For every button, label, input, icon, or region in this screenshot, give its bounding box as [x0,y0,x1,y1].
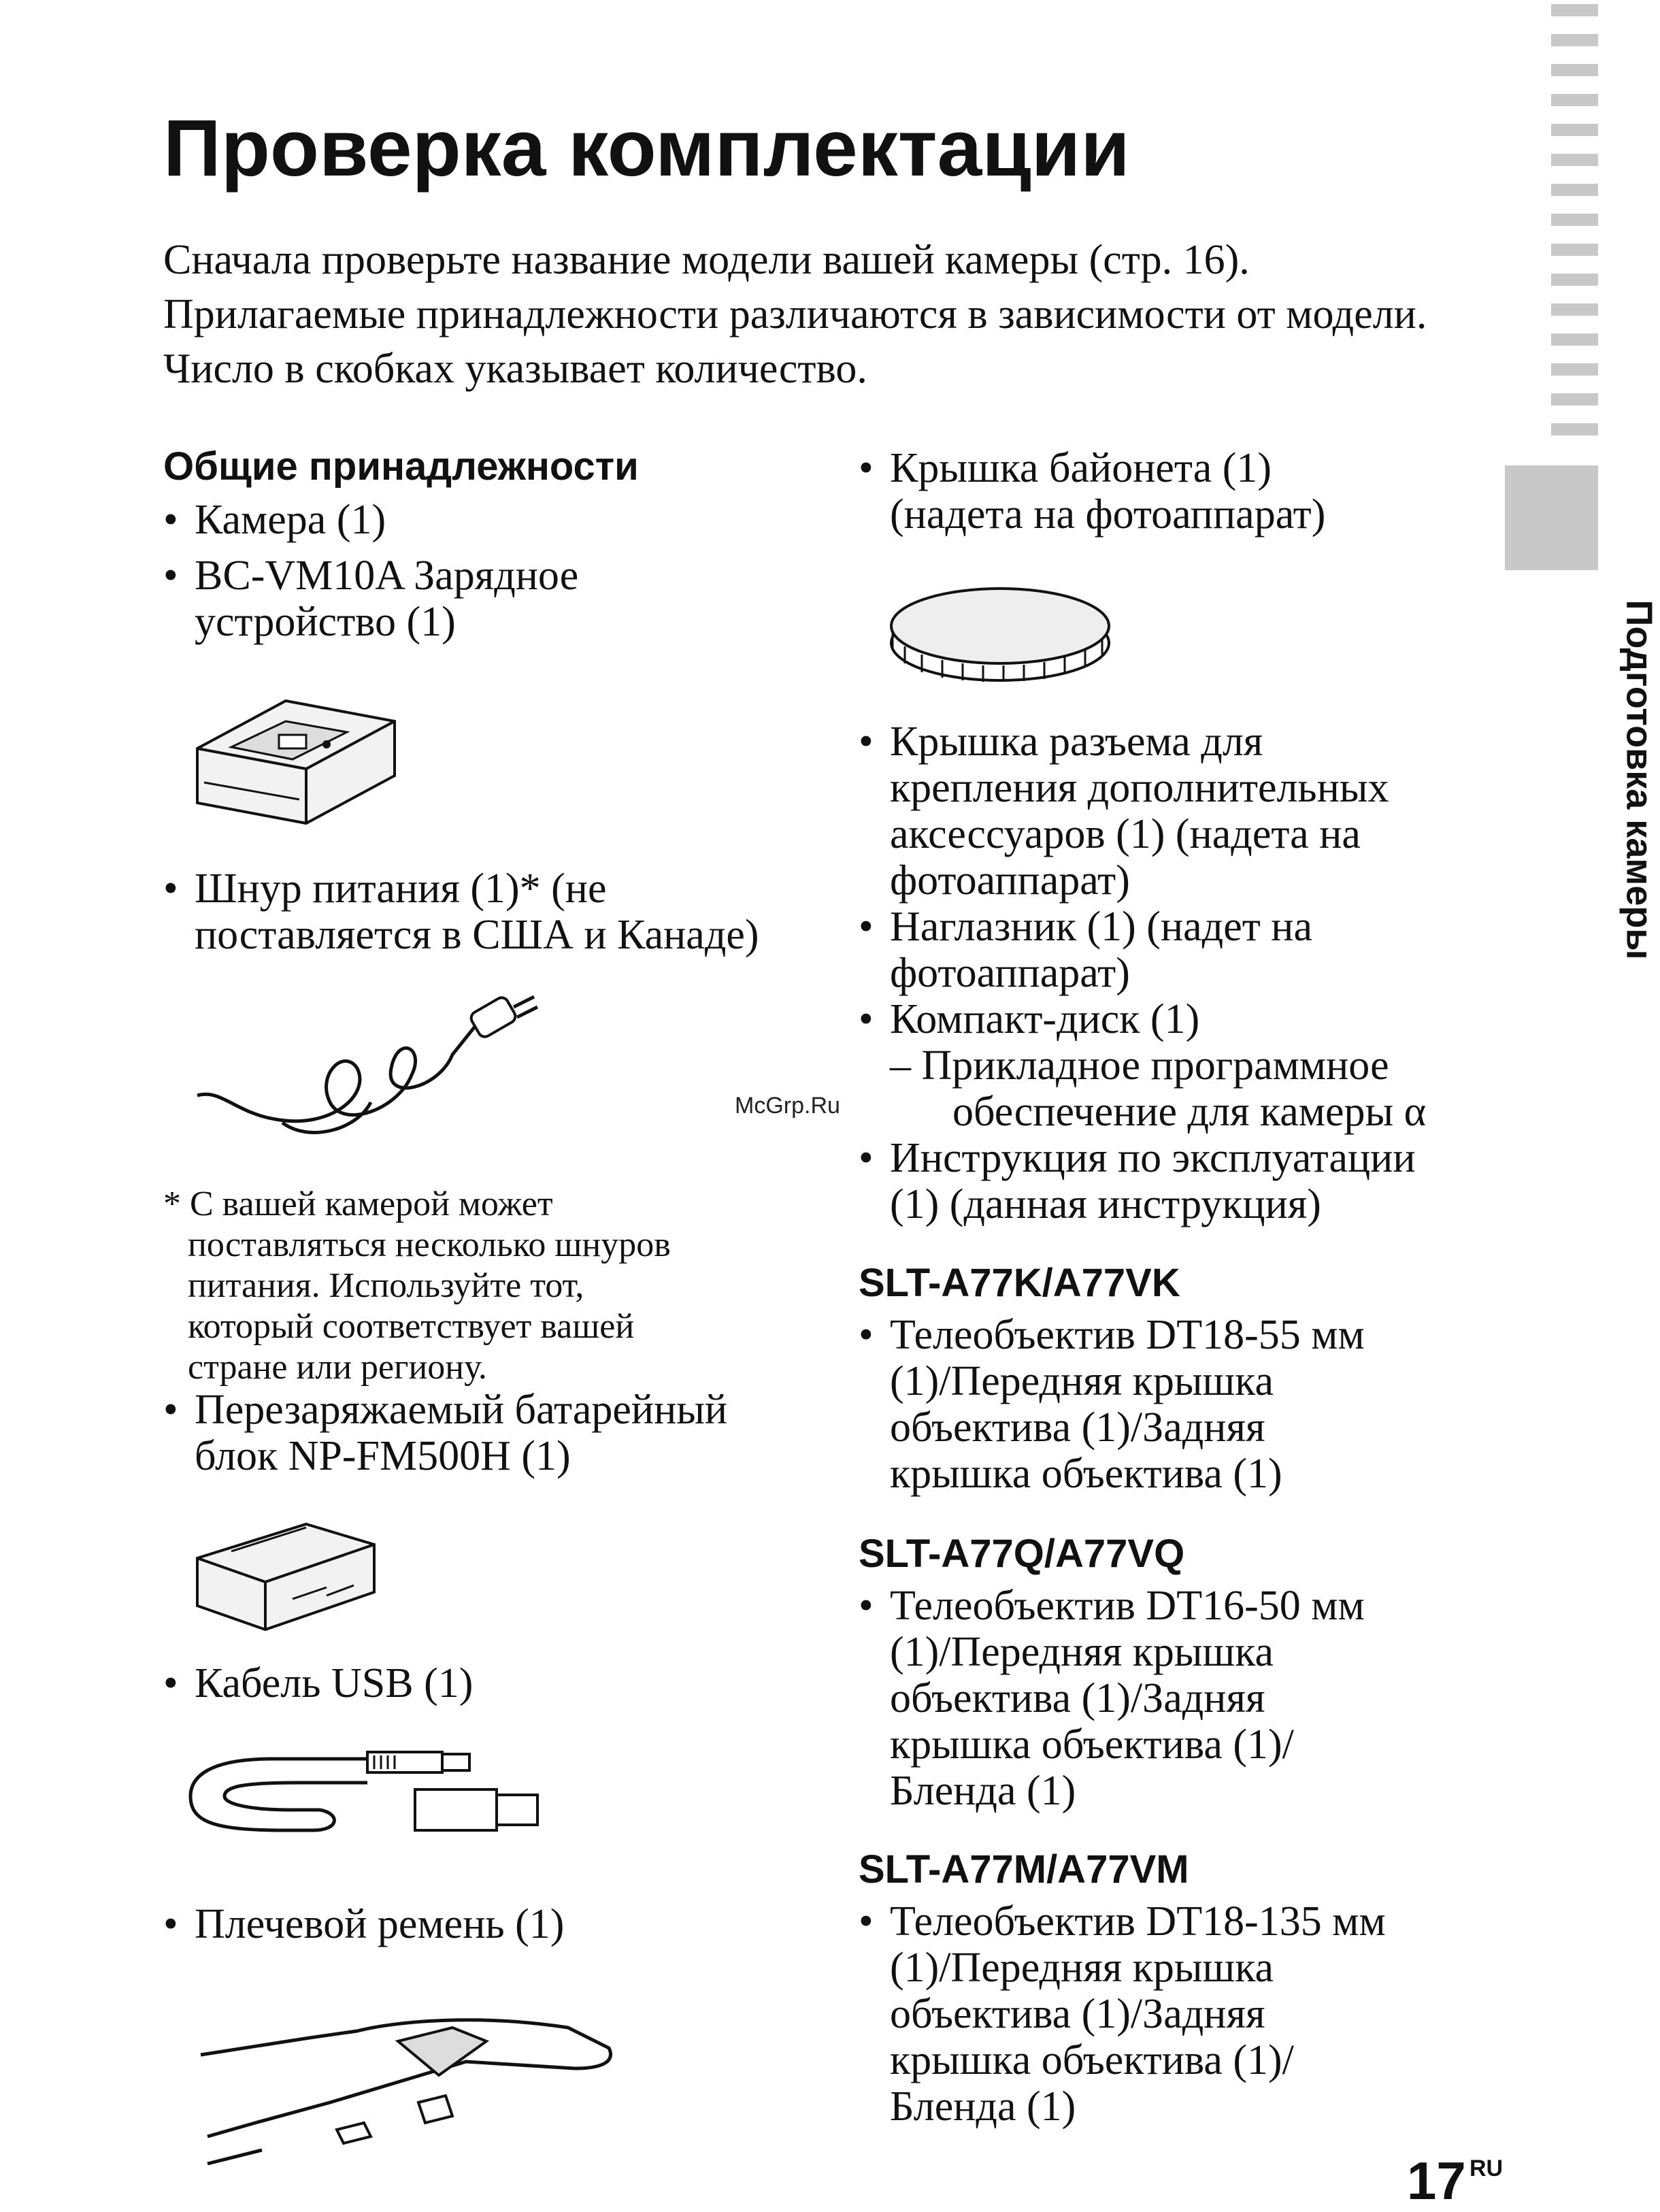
list-item-camera: • Камера (1) [163,497,386,543]
list-item-battery: • Перезаряжаемый батарейный блок NP-FM500H (1) [163,1387,728,1479]
body-cap-illustration [884,578,1116,687]
list-item-cd: • Компакт-диск (1) [859,996,1200,1042]
intro-line: Прилагаемые принадлежности различаются в зависимости от модели. [163,291,1427,337]
section-tab-marker [1505,465,1598,570]
list-item-usb: • Кабель USB (1) [163,1660,474,1706]
strap-illustration [194,2000,643,2184]
page-language-code: RU [1470,2156,1504,2181]
stripe [1551,124,1598,136]
list-item-strap: • Плечевой ремень (1) [163,1901,565,1947]
page-number: 17 [1407,2151,1466,2211]
kit-contents-a77k: • Телеобъектив DT18-55 мм (1)/Передняя крышка объектива (1)/Задняя крышка объектива (1) [859,1312,1365,1497]
list-item-manual: • Инструкция по эксплуатации (1) (данная инструкция) [859,1135,1416,1227]
list-item-shoe-cap: • Крышка разъема для крепления дополнительных аксессуаров (1) (надета на фотоаппарат) [859,719,1389,904]
stripe [1551,363,1598,376]
stripe [1551,303,1598,316]
intro-line: Число в скобках указывает количество. [163,346,867,392]
list-item-power-cord: • Шнур питания (1)* (не поставляется в США и Канаде) [163,865,759,958]
kit-model-a77k: SLT-A77K/A77VK [859,1261,1180,1305]
stripe [1551,154,1598,166]
kit-contents-a77q: • Телеобъектив DT16-50 мм (1)/Передняя крышка объектива (1)/Задняя крышка объектива (1)/ Бленда (1) [859,1583,1365,1814]
stripe [1551,333,1598,346]
stripe [1551,184,1598,196]
list-item-eyecup: • Наглазник (1) (надет на фотоаппарат) [859,904,1312,996]
kit-model-a77m: SLT-A77M/A77VM [859,1847,1189,1892]
stripe [1551,393,1598,406]
watermark: McGrp.Ru [735,1093,840,1119]
stripe [1551,4,1598,16]
usb-cable-illustration [190,1735,558,1858]
kit-model-a77q: SLT-A77Q/A77VQ [859,1532,1185,1576]
battery-illustration [190,1517,388,1640]
intro-line: Сначала проверьте название модели вашей камеры (стр. 16). [163,237,1250,283]
kit-contents-a77m: • Телеобъектив DT18-135 мм (1)/Передняя крышка объектива (1)/Задняя крышка объектива (1)/ Бленда (1) [859,1898,1386,2130]
cd-software-note: – Прикладное программное обеспечение для камеры α [890,1042,1427,1135]
stripe [1551,274,1598,286]
section-heading-common: Общие принадлежности [163,444,639,489]
section-tab-label: Подготовка камеры [1618,599,1660,960]
stripe [1551,214,1598,226]
stripe [1551,423,1598,435]
page-title: Проверка комплектации [163,103,1130,193]
intro-text [163,233,1427,396]
footnote-cords: * С вашей камерой может поставляться несколько шнуров питания. Используйте тот, который соответствует вашей стране или региону. [163,1185,671,1387]
charger-illustration [190,687,408,830]
stripe [1551,244,1598,256]
list-item-charger: • BC-VM10A Зарядное устройство (1) [163,552,579,645]
power-cord-illustration [194,993,548,1157]
stripe [1551,94,1598,106]
stripe [1551,64,1598,76]
stripe [1551,34,1598,46]
list-item-body-cap: • Крышка байонета (1) (надета на фотоаппарат) [859,445,1326,538]
